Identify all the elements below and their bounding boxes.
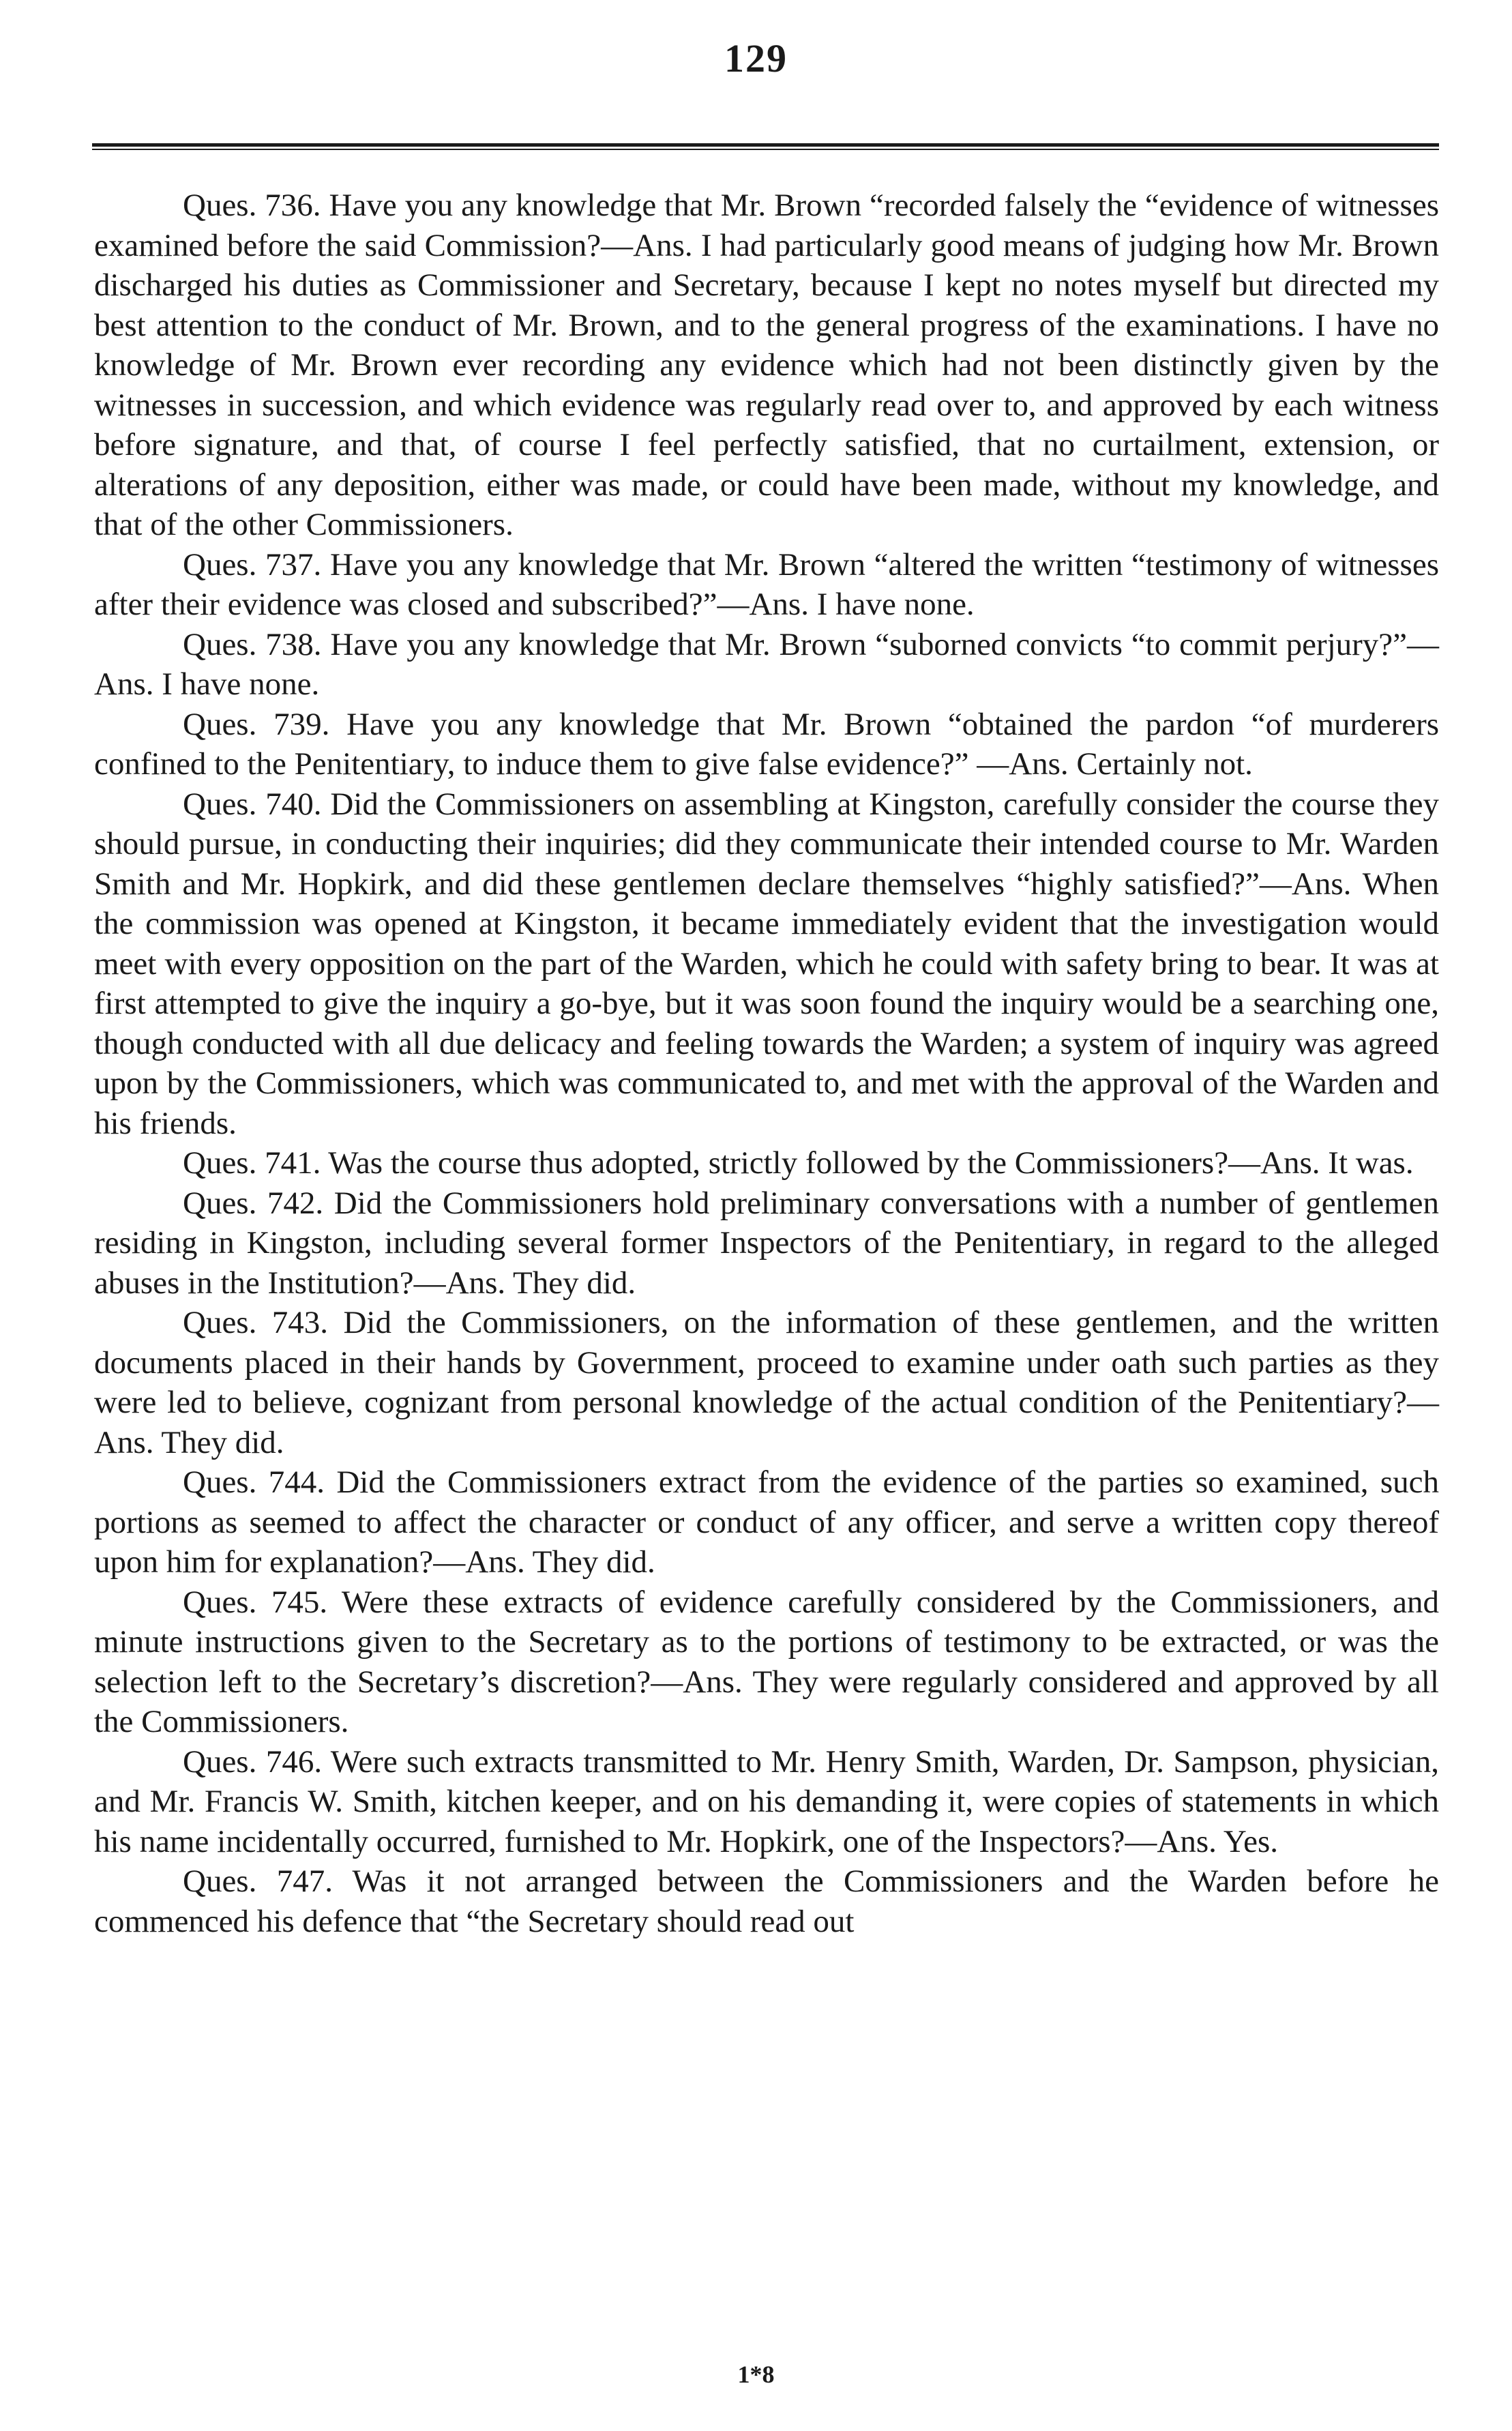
page-number: 129 xyxy=(724,36,788,80)
question-text: Were these extracts of evidence carefully considered by the Commissioners, and minute instructions given to the Secretary as to the portions of testimony to be extracted, or was the selection left to the Secretary’s discretion?—Ans. They were regularly considered and approved by all the Commissioners. xyxy=(94,1584,1439,1739)
question-740 xyxy=(94,784,1439,1144)
question-742 xyxy=(94,1183,1439,1303)
question-text: Have you any knowledge that Mr. Brown “suborned convicts “to commit perjury?”—Ans. I have none. xyxy=(94,626,1440,702)
question-744 xyxy=(94,1462,1439,1582)
question-label: Ques. 739. xyxy=(183,706,330,742)
question-737 xyxy=(94,545,1439,625)
question-736 xyxy=(94,186,1439,545)
header-rule xyxy=(92,143,1439,147)
body-text xyxy=(94,186,1439,1941)
question-741 xyxy=(94,1143,1439,1183)
question-text: Were such extracts transmitted to Mr. Henry Smith, Warden, Dr. Sampson, physician, and Mr. Francis W. Smith, kitchen keeper, and on his demanding it, were copies of statements in which his name incidentally occurred, furnished to Mr. Hopkirk, one of the Inspectors?—Ans. Yes. xyxy=(94,1743,1439,1859)
question-text: Was it not arranged between the Commissioners and the Warden before he commenced his defence that “the Secretary should read out xyxy=(94,1863,1440,1939)
question-text: Have you any knowledge that Mr. Brown “recorded falsely the “evidence of witnesses examined before the said Commission?—Ans. I had particularly good means of judging how Mr. Brown discharged his duties as Commissioner and Secretary, because I kept no notes myself but directed my best attention to the conduct of Mr. Brown, and to the general progress of the examinations. I have no knowledge of Mr. Brown ever recording any evidence which had not been distinctly given by the witnesses in succession, and which evidence was regularly read over to, and approved by each witness before signature, and that, of course I feel perfectly satisfied, that no curtailment, extension, or alterations of any deposition, either was made, or could have been made, without my knowledge, and that of the other Commissioners. xyxy=(94,188,1440,542)
question-label: Ques. 744. xyxy=(183,1464,325,1500)
signature-mark: 1*8 xyxy=(737,2361,775,2388)
question-746 xyxy=(94,1742,1439,1862)
question-label: Ques. 736. xyxy=(183,188,321,223)
question-text: Did the Commissioners hold preliminary conversations with a number of gentlemen residing in Kingston, including several former Inspectors of the Penitentiary, in regard to the alleged abuses in the Institution?—Ans. They did. xyxy=(94,1185,1440,1301)
question-label: Ques. 743. xyxy=(183,1305,329,1340)
question-text: Have you any knowledge that Mr. Brown “obtained the pardon “of murderers confined to the Penitentiary, to induce them to give false evidence?” —Ans. Certainly not. xyxy=(94,706,1440,782)
question-label: Ques. 746. xyxy=(183,1743,323,1780)
question-text: Did the Commissioners extract from the evidence of the parties so examined, such portions as seemed to affect the character or conduct of any officer, and serve a written copy thereof upon him for explanation?—Ans. They did. xyxy=(94,1464,1440,1580)
question-738 xyxy=(94,625,1439,705)
question-747 xyxy=(94,1861,1439,1941)
question-743 xyxy=(94,1303,1439,1462)
question-text: Was the course thus adopted, strictly followed by the Commissioners?—Ans. It was. xyxy=(328,1145,1414,1181)
question-label: Ques. 740. xyxy=(183,786,322,822)
question-739 xyxy=(94,705,1439,784)
question-label: Ques. 737. xyxy=(183,546,322,583)
question-text: Did the Commissioners on assembling at Kingston, carefully consider the course they should pursue, in conducting their inquiries; did they communicate their intended course to Mr. Warden Smith and Mr. Hopkirk, and did these gentlemen declare themselves “highly satisfied?”—Ans. When the commission was opened at Kingston, it became immediately evident that the investigation would meet with every opposition on the part of the Warden, which he could with safety bring to bear. It was at first attempted to give the inquiry a go-bye, but it was soon found the inquiry would be a searching one, though conducted with all due delicacy and feeling towards the Warden; a system of inquiry was agreed upon by the Commissioners, which was communicated to, and met with the approval of the Warden and his friends. xyxy=(94,786,1440,1141)
question-745 xyxy=(94,1582,1439,1742)
question-label: Ques. 741. xyxy=(183,1145,321,1181)
question-text: Did the Commissioners, on the information of these gentlemen, and the written documents placed in their hands by Government, proceed to examine under oath such parties as they were led to believe, cognizant from personal knowledge of the actual condition of the Penitentiary?—Ans. They did. xyxy=(94,1305,1440,1460)
question-label: Ques. 738. xyxy=(183,626,322,662)
question-label: Ques. 742. xyxy=(183,1185,324,1221)
question-text: Have you any knowledge that Mr. Brown “altered the written “testimony of witnesses after their evidence was closed and subscribed?”—Ans. I have none. xyxy=(94,546,1439,622)
question-label: Ques. 745. xyxy=(183,1584,328,1620)
question-label: Ques. 747. xyxy=(183,1863,333,1899)
